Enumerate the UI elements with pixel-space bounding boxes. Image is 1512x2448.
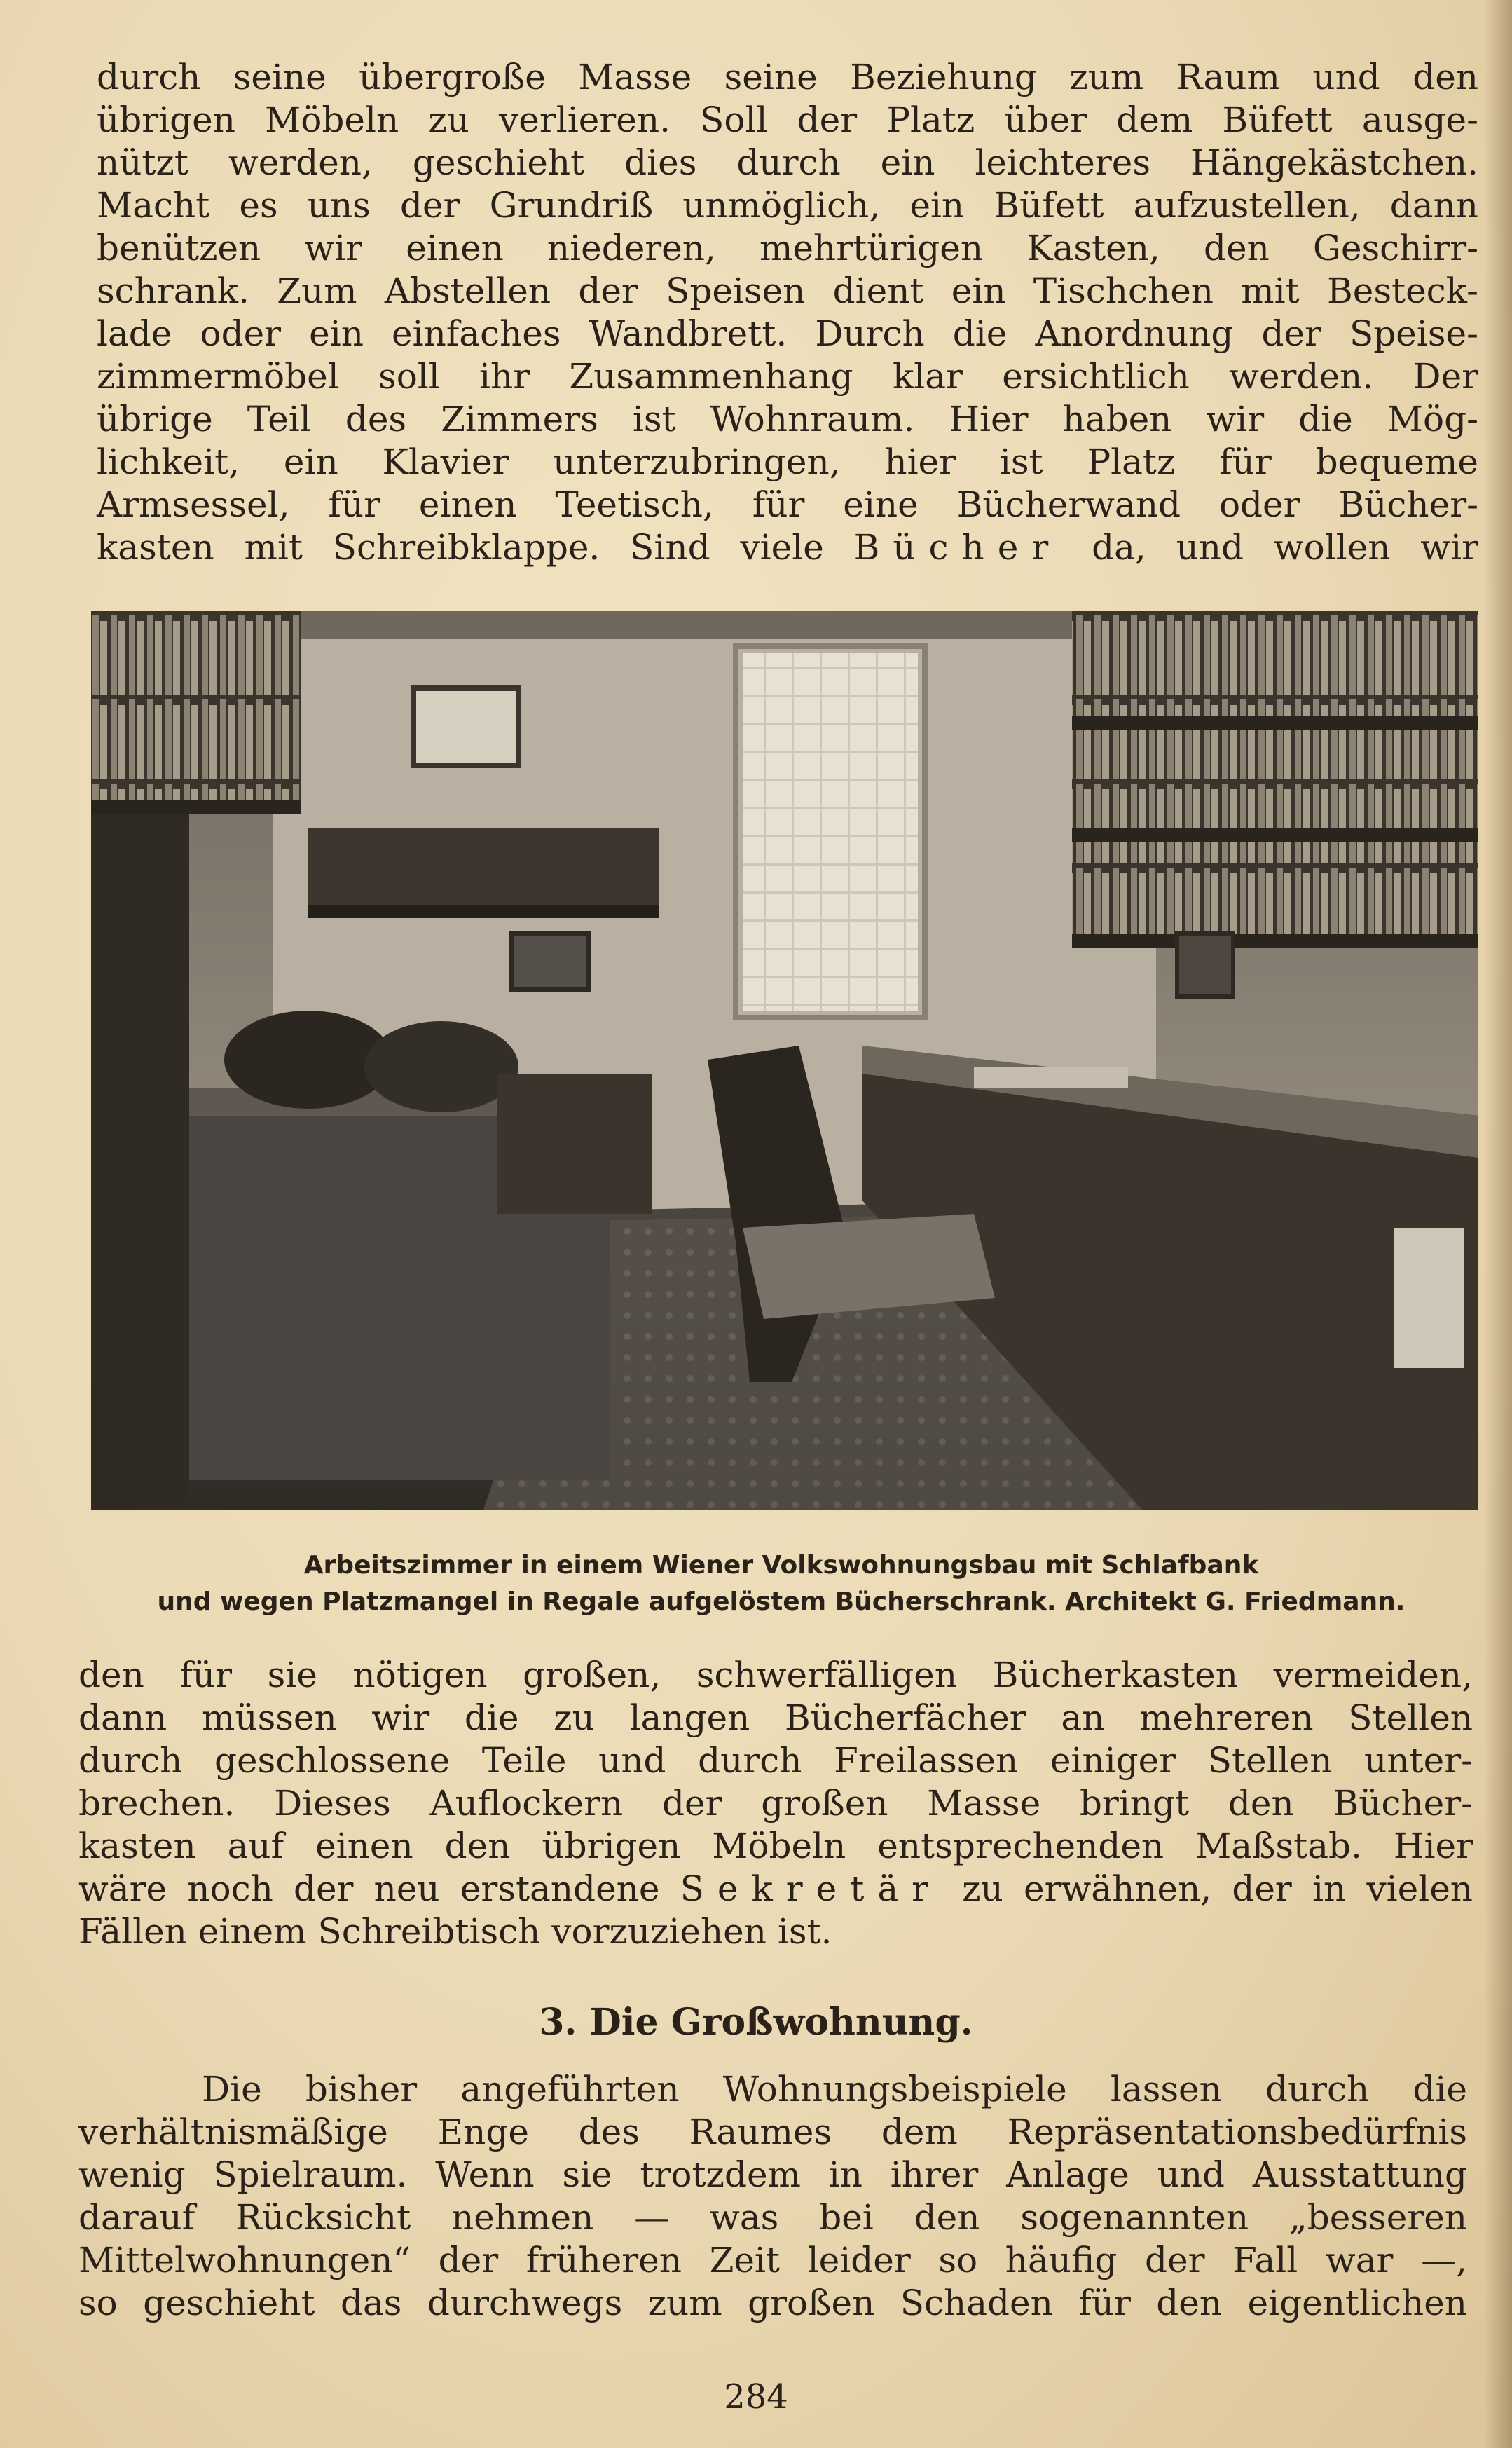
text-line: durch seine übergroße Masse seine Beziehung zum Raum und den [97, 57, 1478, 97]
text-line: wenig Spielraum. Wenn sie trotzdem in ihrer Anlage und Ausstattung [78, 2154, 1467, 2195]
text-run: da, und wollen wir [1061, 527, 1478, 568]
text-line [78, 1868, 1473, 1910]
text-line: verhältnismäßige Enge des Raumes dem Repräsentationsbedürfnis [78, 2112, 1467, 2152]
paragraph-top [97, 56, 1478, 569]
study-room-photograph [91, 611, 1478, 1510]
section-heading: 3. Die Großwohnung. [539, 2001, 973, 2044]
text-line: übrigen Möbeln zu verlieren. Soll der Platz über dem Büfett ausge- [97, 100, 1478, 140]
page-edge-shadow [1484, 0, 1512, 2448]
paragraph-bottom [78, 2068, 1467, 2325]
text-line: darauf Rücksicht nehmen — was bei den sogenannten „besseren [78, 2197, 1467, 2238]
text-line: brechen. Dieses Auflockern der großen Masse bringt den Bücher- [78, 1783, 1473, 1824]
text-line: kasten auf einen den übrigen Möbeln entsprechenden Maßstab. Hier [78, 1826, 1473, 1866]
emphasized-word: Bücher [853, 527, 1062, 568]
text-line: lade oder ein einfaches Wandbrett. Durch die Anordnung der Speise- [97, 313, 1478, 354]
text-run: zu erwähnen, der in vielen [942, 1868, 1473, 1909]
text-line: nützt werden, geschieht dies durch ein leichteres Hängekästchen. [97, 142, 1478, 183]
text-run: Die bisher angeführten Wohnungsbeispiele lassen durch die [202, 2069, 1467, 2109]
text-line: zimmermöbel soll ihr Zusammenhang klar ersichtlich werden. Der [97, 356, 1478, 397]
paragraph-middle [78, 1654, 1473, 1953]
text-run: wäre noch der neu erstandene [78, 1868, 680, 1909]
emphasized-word: Sekretär [680, 1868, 942, 1909]
text-line: lichkeit, ein Klavier unterzubringen, hier ist Platz für bequeme [97, 442, 1478, 482]
text-line: übrige Teil des Zimmers ist Wohnraum. Hier haben wir die Mög- [97, 399, 1478, 439]
text-line: dann müssen wir die zu langen Bücherfächer an mehreren Stellen [78, 1697, 1473, 1738]
text-line: Mittelwohnungen“ der früheren Zeit leider so häufig der Fall war —, [78, 2240, 1467, 2281]
text-line: durch geschlossene Teile und durch Freilassen einiger Stellen unter- [78, 1740, 1473, 1781]
text-line [97, 526, 1478, 569]
caption-line: und wegen Platzmangel in Regale aufgelöstem Bücherschrank. Architekt G. Friedmann. [157, 1587, 1406, 1616]
text-line: Armsessel, für einen Teetisch, für eine Bücherwand oder Bücher- [97, 484, 1478, 525]
figure-caption [84, 1547, 1478, 1620]
text-line: benützen wir einen niederen, mehrtürigen Kasten, den Geschirr- [97, 228, 1478, 268]
text-run: kasten mit Schreibklappe. Sind viele [97, 527, 854, 568]
text-line: Fällen einem Schreibtisch vorzuziehen ist. [78, 1911, 832, 1952]
page-number: 284 [724, 2377, 788, 2416]
text-line: den für sie nötigen großen, schwerfälligen Bücherkasten vermeiden, [78, 1655, 1473, 1695]
photo-illustration [91, 611, 1478, 1510]
text-line: Macht es uns der Grundriß unmöglich, ein Büfett aufzustellen, dann [97, 185, 1478, 226]
text-line [78, 2068, 1467, 2111]
text-line: so geschieht das durchwegs zum großen Schaden für den eigentlichen [78, 2283, 1467, 2323]
text-line: schrank. Zum Abstellen der Speisen dient ein Tischchen mit Besteck- [97, 271, 1478, 311]
caption-line: Arbeitszimmer in einem Wiener Volkswohnungsbau mit Schlafbank [303, 1551, 1259, 1580]
